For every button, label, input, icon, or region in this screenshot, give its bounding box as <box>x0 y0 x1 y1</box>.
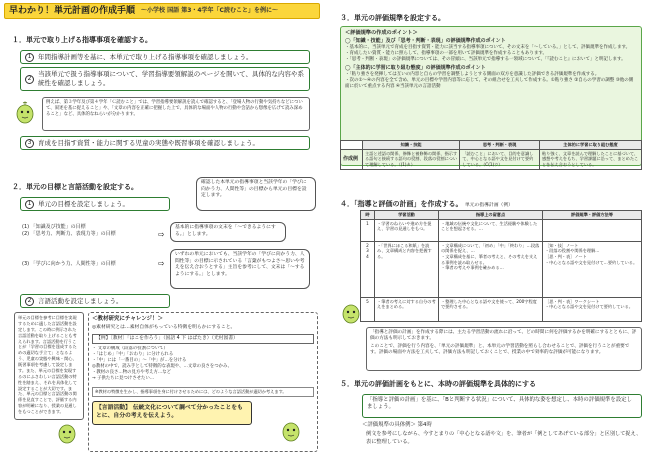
goal-row-2-note <box>170 249 310 289</box>
mascot-icon-2 <box>56 420 78 446</box>
language-activity-title: 【言語活動】 <box>96 405 131 412</box>
criteria-cell-0: 主語と述語の関係、修飾と被修飾の関係、指示する語句と接続する語句の役割、段落の役割について理解している。（(1)カ） <box>363 149 460 169</box>
mascot-icon-3 <box>280 418 302 444</box>
criteria-header-1: 思考・判断・表現 <box>460 141 540 150</box>
section-5-box-text: 「指導と評価の計画」を基に、「Bと判断する状況」について、具体的な姿を想定し、本時の評価規準を設定しましょう。 <box>367 397 632 411</box>
section-1-heading: １．単元で取り上げる指導事項を確認する。 <box>12 36 152 44</box>
plan-note-box <box>366 327 642 371</box>
number-2b-icon: 2 <box>25 297 34 306</box>
number-1-icon: 1 <box>25 53 34 62</box>
activity-step-text: 言語活動を設定しましょう。 <box>38 296 123 305</box>
plan-table-wrap <box>360 210 642 322</box>
criteria-cell-2: 粘り強く、文章を読んで理解したことに基づいて、感想や考えをもち、学習課題に沿って、まとめたことを伝え合おうとしている。 <box>539 149 641 169</box>
side-note-text: 単元の目標を参考に目標を実現するために適した言語活動を設定します。この時に例示された言語活動を取り上げることも考えられます。言語活動を行うことが「学習の目標を達成するための適切な手立て」となるよう、児童の実態や興味・関心、既習事項を考慮して設定します。また、単元の目標を実現するのにふさわしい言語活動の特性を踏まえ、それを具体化して設定することが大切です。また、単元の目標と言語活動の関係を見直すことで、評価する内容が明確になり、授業の見通しをもつことができます。 <box>18 315 77 414</box>
plan-activity: ・学習のねらいや進め方を捉え、学習の見通しをもつ。 <box>375 219 439 241</box>
challenge-bullets: ・ 文章の構成（段落の役割について） ・「はじめ」「中」「おわり」に分けられる ・「中」には「一番目の」～「中」が…を分ける ◎教材の中で、読み手として特徴的な表現や、…文章の良さをつかみ、 ・教材の良さ…物の見方や考え方…など → 子供たちに見つけさせたい… <box>92 346 233 382</box>
section-4-heading-text: ４．「指導と評価の計画」を作成する。 <box>340 200 463 208</box>
plan-time: 5 <box>361 297 375 321</box>
plan-header-3: 評価規準・評価方法等 <box>543 211 642 220</box>
plan-activity: ・「世界にほこる和紙」を読み、文章構成と内容を把握する。 <box>375 241 439 297</box>
plan-row <box>361 241 642 297</box>
points-title: ＜評価規準の作成のポイント＞ <box>345 30 418 36</box>
activity-step-box <box>20 294 170 308</box>
attitude-text: ・「粘り強さを発揮しては互いの内容と自らの学習を調整しようとする側面の双方を意識した評価できる評価規準を作成する。 ・次の①～④の内容を全て含め、単元の目標や学習内容等に応じて、その組合せを工夫して作成する。①粘り強さ ②自らの学習の調整 ③他の側面に於いて重点する内容 ④当該単元の言語活動 <box>345 71 634 89</box>
number-1b-icon: 1 <box>25 200 34 209</box>
plan-eval: ［知・技］ノート ・段落の役割や関係を理解… ［思・判・表］ノート ・中心となる語や文を見付けて…要約している。 <box>543 241 642 297</box>
challenge-foot: ※教材の特徴を生かし、指導事項を身に付けさせるためには、どのような言語活動が適切か考えます。 <box>92 387 314 397</box>
goal-step-text: 単元の目標を設定しましょう。 <box>38 199 129 208</box>
language-activity-box <box>92 401 252 425</box>
goal-row-1-note <box>170 222 286 242</box>
criteria-corner <box>341 141 363 150</box>
plan-time: 2 3 4 <box>361 241 375 297</box>
step-1-box <box>20 50 310 64</box>
plan-header-2: 指導上の留意点 <box>439 211 543 220</box>
criteria-table-wrap <box>340 140 642 170</box>
criteria-table <box>340 140 642 170</box>
page-subtitle: ～小学校 国語 第3・4学年「C読むこと」を例に～ <box>141 6 278 14</box>
step-1-text: 年間指導計画等を基に、本単元で取り上げる指導事項を確認しましょう。 <box>38 52 253 61</box>
goal-row-1-note-text: 基本的に指導事項の文末を「～できるようにする。」とします。 <box>175 225 276 237</box>
step-2-box <box>20 67 310 91</box>
knowledge-title: ◯「知識・技能」及び「思考・判断・表現」の評価規準作成のポイント <box>345 38 506 45</box>
language-activity-text: 伝統文化について調べて分かったことをもとに、自分の考えを伝えよう。 <box>96 405 243 419</box>
eval-example-title: ＜評価規準の具体例＞ 第4時 <box>362 422 432 428</box>
page-title: 早わかり！単元計画の作成手順 <box>9 5 136 16</box>
goal-row-2-note-text: いずれの単元においても、当該学年の「学びに向かう力、人間性等」の目標に示されている「言葉がもつよさ～思いや考えを伝え合おうとする」主旨を参考にして、文末は「～するようにする。」とします。 <box>175 252 305 278</box>
step-2-text: 当該単元で扱う指導事項について、学習指導要領解説のページを開いて、具体的な内容や系統性を確認しましょう。 <box>38 70 304 87</box>
plan-header-0: 時 <box>361 211 375 220</box>
plan-note-text: 「指導と評価の計画」を作成する際には、主たる学習活動の流れに沿って、どの時間に何を評価するかを明確にするとともに、評価の方法も明示しておきます。 <box>370 330 637 342</box>
section-5-box <box>362 394 642 418</box>
criteria-cell-1: 「読むこと」において、目的を意識して、中心となる語や文を見付けて要約している。（C(1)ウ） <box>460 149 540 169</box>
goal-row-1-label: (1) 「知識及び技能」の目標 (2) 「思考力、判断力、表現力等」の目標 <box>22 224 116 237</box>
section-4-heading <box>340 200 513 209</box>
plan-header-1: 学習活動 <box>375 211 439 220</box>
mascot-icon-4 <box>340 300 362 326</box>
section-5-heading: ５．単元の評価計画をもとに、本時の評価規準を具体的にする <box>340 380 536 388</box>
callout-unit-goal-text: 確認した本単元の指導事項と当該学年の「学びに向かう力、人間性等」の目標から単元の目標を設定します。 <box>201 180 307 199</box>
step-3-box <box>20 136 310 150</box>
section-2-heading: ２．単元の目標と言語活動を設定する。 <box>12 183 138 191</box>
plan-eval: ［思・判・表］ワークシート ・中心となる語や文を見付けて要約している。 <box>543 297 642 321</box>
note-box-1 <box>42 97 310 131</box>
goal-step-box <box>20 197 170 211</box>
attitude-title: ◯「主体的に学習に取り組む態度」の評価規準作成のポイント <box>345 64 486 71</box>
eval-example-text: 例文を参考にしながら、今すとまりの「中心となる語や文」を、筆者が「例としてあげている部分」と区別して捉え、表に整理している。 <box>366 431 642 445</box>
plan-table <box>360 210 642 322</box>
number-3-icon: 3 <box>25 139 34 148</box>
side-note-box <box>14 312 84 420</box>
goal-row-2-label: (3) 「学びに向かう力、人間性等」の目標 <box>22 261 116 267</box>
plan-row <box>361 297 642 321</box>
plan-point: ・整理した中心となる語や文を使って、200字程度で要約させる。 <box>439 297 543 321</box>
challenge-title: ＜教材研究にチャレンジ！＞ <box>92 316 164 322</box>
plan-eval <box>543 219 642 241</box>
number-2-icon: 2 <box>25 75 34 84</box>
criteria-header-2: 主体的に学習に取り組む態度 <box>539 141 641 150</box>
plan-time: 1 <box>361 219 375 241</box>
knowledge-text: ・基本的に、当該単元で育成を目指す資質・能力に該当する指導事項について、その文末を「～している。」として、評価規準を作成します。 ・育成したい資質・能力に照らして、指導事項の一部を用いて評価規準を作成することもあります。 ・「思考・判断・表現」の評価規準については、その冒頭に、当該単元で指導する一領域について、「『読むこと』において」と明記します。 <box>345 44 631 62</box>
plan-row <box>361 219 642 241</box>
section-4-subheading: 単元の指導計画（例） <box>464 203 513 208</box>
challenge-example: 【例】〔教材〕「はこを作ろう」（国語 4 下 はばたき）（光村図書） <box>92 334 314 344</box>
note-1-text: 例えば、第３学年及び第４学年「Ｃ読むこと」では、学習指導要領解説を読んで確認すると、「登場人物の行動や気持ちなどについて、叙述を基に捉えること」や、「文章の内容を正確に把握した上で、具体的な場面や人物の行動や会話から想像を広げて読み深めること」など、具体的なねらいが分かります。 <box>46 100 303 118</box>
plan-point: ・文章構成について、「初め」「中」「終わり」…段落の関係を捉え、… ・文章構成を基に、筆者の考えと、その考えを支える事例を読み取らせる。 ・筆者の考えや事例を確かめる… <box>439 241 543 297</box>
title-banner <box>4 3 320 19</box>
criteria-header-0: 知識・技能 <box>363 141 460 150</box>
criteria-row-label: 作成例 <box>341 149 363 169</box>
plan-note-text-2: このことで、評価を行う内容を、「単元の評価規準」と、本単元の学習活動を照らし合わせることで、評価を行うことが重要です。評価の場面や方法を工夫して、評価方法も明記しておくことで、授業の中で効率的な評価が可能になります。 <box>370 343 630 356</box>
plan-point: ・地域の伝統や文化について、生活経験や体験したことを想起させる。… <box>439 219 543 241</box>
arrow-right-icon-2: ⇨ <box>158 259 165 268</box>
arrow-right-icon: ⇨ <box>158 230 165 239</box>
step-3-text: 育成を目指す資質・能力に関する児童の実態や既習事項を確認しましょう。 <box>38 138 259 147</box>
mascot-icon <box>14 100 36 126</box>
section-3-heading: ３．単元の評価規準を設定する。 <box>340 14 445 22</box>
challenge-item-1: ◎素材研究とは…素材自体がもっている特徴を明らかにすること。 <box>92 325 236 331</box>
plan-activity: ・筆者の考えに対する自分の考えをまとめる。 <box>375 297 439 321</box>
callout-unit-goal <box>196 177 316 211</box>
